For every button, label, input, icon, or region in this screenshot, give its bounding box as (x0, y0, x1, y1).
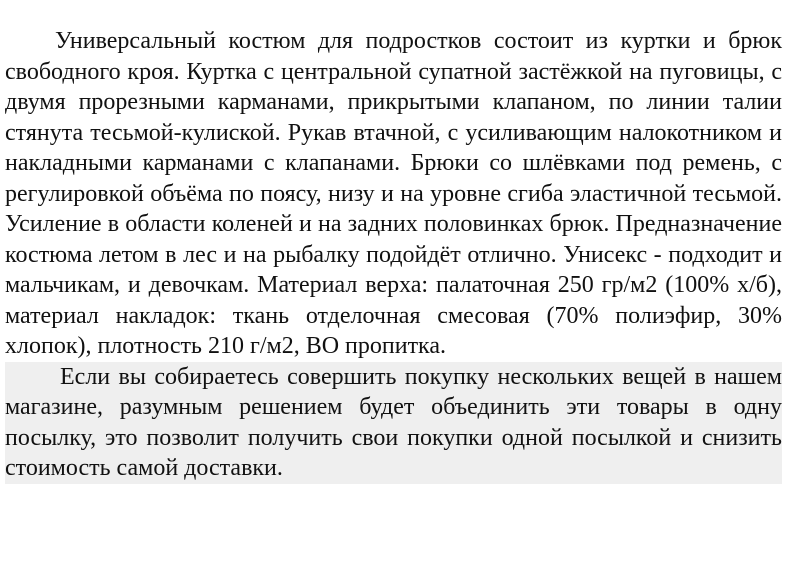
product-description-document (5, 26, 782, 484)
product-description-paragraph: Универсальный костюм для подростков состоит из куртки и брюк свободного кроя. Куртка с центральной супатной застёжкой на пуговицы, с двумя прорезными карманами, прикрытыми клапаном, по линии талии стянута тесьмой-кулиской. Рукав втачной, с усиливающим налокотником и накладными карманами с клапанами. Брюки со шлёвками под ремень, с регулировкой объёма по поясу, низу и на уровне сгиба эластичной тесьмой. Усиление в области коленей и на задних половинках брюк. Предназначение костюма летом в лес и на рыбалку подойдёт отлично. Унисекс - подходит и мальчикам, и девочкам. Материал верха: палаточная 250 гр/м2 (100% х/б), материал накладок: ткань отделочная смесовая (70% полиэфир, 30% хлопок), плотность 210 г/м2, ВО пропитка. (5, 28, 782, 359)
shipping-note-paragraph: Если вы собираетесь совершить покупку нескольких вещей в нашем магазине, разумным решением будет объединить эти товары в одну посылку, это позволит получить свои покупки одной посылкой и снизить стоимость самой доставки. (5, 362, 782, 484)
